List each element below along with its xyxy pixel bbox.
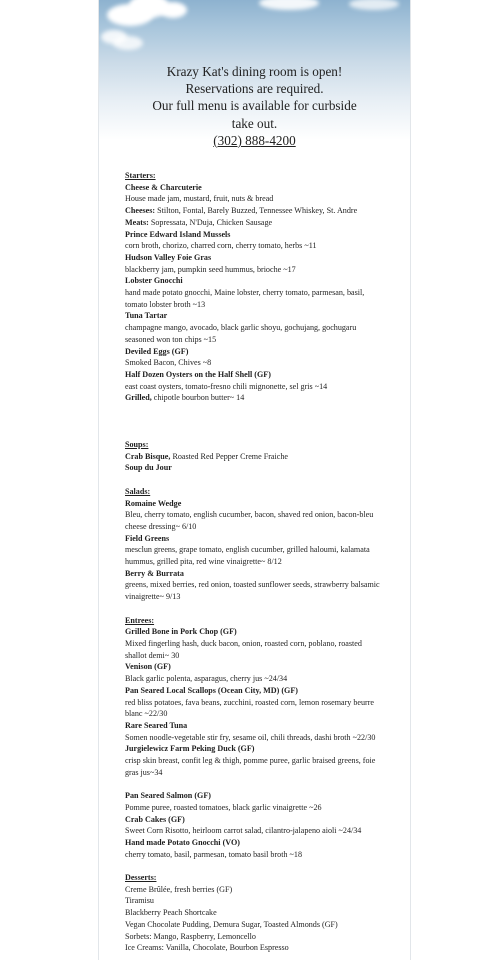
menu-list	[125, 170, 383, 954]
section-spacer	[125, 474, 383, 486]
item-name: Tuna Tartar	[125, 311, 168, 321]
item-desc: Somen noodle-vegetable stir fry, sesame oil, chili threads, dashi broth ~22/30	[125, 732, 376, 742]
dessert-item: Tiramisu	[125, 896, 154, 906]
item-name: Grilled,	[125, 393, 152, 403]
item-desc: east coast oysters, tomato-fresno chili mignonette, sel gris ~14	[125, 381, 328, 391]
dessert-item: Creme Brûlée, fresh berries (GF)	[125, 884, 233, 894]
item-name: Rare Seared Tuna	[125, 720, 188, 730]
menu-line	[125, 205, 383, 217]
item-desc: mesclun greens, grape tomato, english cucumber, grilled haloumi, kalamata hummus, grilled pita, red wine vinaigrette~ 8/12	[125, 545, 370, 567]
item-desc: greens, mixed berries, red onion, toasted sunflower seeds, strawberry balsamic vinaigrette~ 9/13	[125, 580, 380, 602]
menu-line	[125, 217, 383, 229]
cloud-shape	[113, 36, 143, 50]
section-spacer	[125, 778, 383, 790]
item-name: Field Greens	[125, 533, 170, 543]
item-name: Prince Edward Island Mussels	[125, 229, 231, 239]
section-spacer	[125, 404, 383, 439]
item-desc: blackberry jam, pumpkin seed hummus, brioche ~17	[125, 264, 296, 274]
item-desc: Bleu, cherry tomato, english cucumber, bacon, shaved red onion, bacon-bleu cheese dressing~ 6/10	[125, 510, 374, 531]
item-name: Crab Bisque,	[125, 451, 171, 461]
item-name: Pan Seared Salmon (GF)	[125, 791, 211, 801]
item-desc: corn broth, chorizo, charred corn, cherry tomato, herbs ~11	[125, 241, 317, 251]
item-desc: Stilton, Fontal, Barely Buzzed, Tennessee Whiskey, St. Andre	[155, 206, 358, 216]
item-name: Grilled Bone in Pork Chop (GF)	[125, 627, 237, 637]
dessert-item: Vegan Chocolate Pudding, Demura Sugar, Toasted Almonds (GF)	[125, 919, 338, 929]
item-desc: Roasted Red Pepper Creme Fraiche	[170, 451, 288, 461]
item-desc: Pomme puree, roasted tomatoes, black garlic vinaigrette ~26	[125, 802, 322, 812]
item-name: Berry & Burrata	[125, 568, 184, 578]
item-desc: chipotle bourbon butter~ 14	[151, 393, 245, 403]
section-title-starters: Starters:	[125, 171, 156, 180]
item-name: Hudson Valley Foie Gras	[125, 252, 212, 262]
item-name: Hand made Potato Gnocchi (VO)	[125, 837, 240, 847]
section-title-salads: Salads:	[125, 486, 151, 496]
item-desc: cherry tomato, basil, parmesan, tomato basil broth ~18	[125, 849, 303, 859]
item-name: Meats:	[125, 217, 149, 227]
item-name: Jurgielewicz Farm Peking Duck (GF)	[125, 744, 255, 754]
item-desc: Smoked Bacon, Chives ~8	[125, 358, 212, 368]
item-name: Pan Seared Local Scallops (Ocean City, MD) (GF)	[125, 685, 298, 695]
dessert-item: Blackberry Peach Shortcake	[125, 908, 217, 918]
cloud-shape	[349, 0, 399, 10]
item-name: Cheese & Charcuterie	[125, 182, 202, 192]
item-name: Romaine Wedge	[125, 498, 182, 508]
item-desc: Sweet Corn Risotto, heirloom carrot salad, cilantro-jalapeno aioli ~24/34	[125, 826, 362, 836]
menu-line	[125, 451, 383, 463]
item-name: Crab Cakes (GF)	[125, 814, 185, 824]
item-desc: Sopressata, N'Duja, Chicken Sausage	[148, 217, 273, 227]
section-title-soups: Soups:	[125, 440, 149, 450]
item-desc: Black garlic polenta, asparagus, cherry jus ~24/34	[125, 674, 288, 684]
menu-sheet	[99, 0, 410, 960]
item-name: Lobster Gnocchi	[125, 276, 183, 286]
section-spacer	[125, 860, 383, 872]
item-desc: House made jam, mustard, fruit, nuts & bread	[125, 194, 274, 204]
item-desc: Mixed fingerling hash, duck bacon, onion, roasted corn, poblano, roasted shallot demi~ 30	[125, 638, 362, 660]
dessert-item: Sorbets: Mango, Raspberry, Lemoncello	[125, 931, 256, 941]
item-name: Soup du Jour	[125, 463, 172, 473]
item-desc: red bliss potatoes, fava beans, zucchini, roasted corn, lemon rosemary beurre blanc ~22/30	[125, 697, 375, 719]
announcement-line: Krazy Kat's dining room is open!	[166, 64, 343, 79]
phone-number-link[interactable]: (302) 888-4200	[213, 132, 296, 148]
item-name: Half Dozen Oysters on the Half Shell (GF)	[125, 369, 271, 379]
item-name: Venison (GF)	[125, 662, 171, 672]
menu-line	[125, 392, 383, 404]
announcement-line: Reservations are required.	[185, 81, 324, 97]
announcement-line: take out.	[231, 115, 278, 131]
cloud-shape	[159, 2, 187, 18]
dessert-item: Ice Creams: Vanilla, Chocolate, Bourbon Espresso	[125, 943, 289, 953]
announcement-line: Our full menu is available for curbside	[152, 98, 357, 114]
item-name: Cheeses:	[125, 206, 156, 216]
section-title-desserts: Desserts:	[125, 873, 157, 883]
item-desc: hand made potato gnocchi, Maine lobster, cherry tomato, parmesan, basil, tomato lobster broth ~13	[125, 288, 365, 309]
announcement	[99, 63, 410, 149]
item-desc: champagne mango, avocado, black garlic shoyu, gochujang, gochugaru seasoned won ton chips ~15	[125, 323, 357, 344]
section-title-entrees: Entrees:	[125, 615, 155, 625]
item-desc: crisp skin breast, confit leg & thigh, pomme puree, garlic braised greens, foie gras jus~34	[125, 756, 376, 777]
section-spacer	[125, 603, 383, 615]
cloud-shape	[259, 0, 319, 10]
item-name: Deviled Eggs (GF)	[125, 346, 189, 356]
